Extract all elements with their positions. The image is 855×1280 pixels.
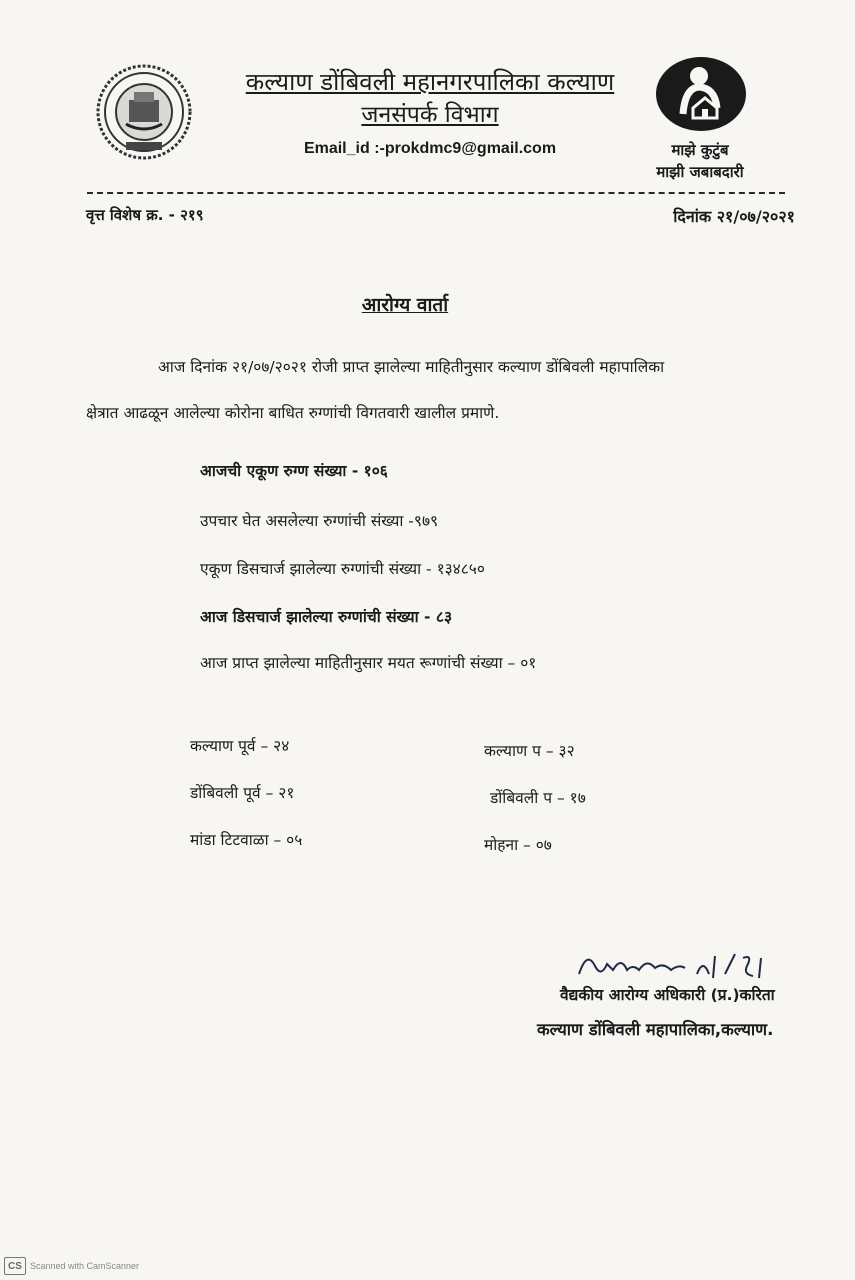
department-name: जनसंपर्क विभाग [361,102,499,128]
area-mohana: मोहना – ०७ [484,836,552,854]
signatory-office: कल्याण डोंबिवली महापालिका,कल्याण. [537,1020,774,1039]
org-title: कल्याण डोंबिवली महानगरपालिका कल्याण [245,68,615,96]
header-divider [87,192,785,194]
family-responsibility-logo-icon [655,56,747,134]
slogan [620,139,780,183]
document-heading: आरोग्य वार्ता [361,294,449,316]
area-manda-titwala: मांडा टिटवाळा – ०५ [190,831,303,849]
signatory-designation: वैद्यकीय आरोग्य अधिकारी (प्र.)करिता [560,986,775,1004]
camscanner-logo-icon: CS [4,1257,26,1275]
slogan-line-2: माझी जबाबदारी [656,163,744,181]
reference-number: वृत्त विशेष क्र. - २१९ [86,206,204,224]
stat-total-discharged: एकूण डिसचार्ज झालेल्या रुग्णांची संख्या - १३४८५० [200,560,485,578]
area-dombivli-east: डोंबिवली पूर्व – २१ [190,784,295,802]
slogan-line-1: माझे कुटुंब [671,141,729,159]
stat-under-treatment: उपचार घेत असलेल्या रुग्णांची संख्या -९७९ [200,512,439,530]
document-date: दिनांक २१/०७/२०२१ [673,207,795,226]
stat-today-discharged: आज डिसचार्ज झालेल्या रुग्णांची संख्या - ८३ [200,608,452,626]
area-dombivli-west: डोंबिवली प – १७ [490,789,586,807]
handwritten-signature [575,944,775,984]
stat-deaths: आज प्राप्त झालेल्या माहितीनुसार मयत रूग्णांची संख्या – ०१ [200,654,537,672]
municipal-seal-icon [96,62,192,162]
area-kalyan-west: कल्याण प – ३२ [484,742,575,760]
intro-paragraph-line-2: क्षेत्रात आढळून आलेल्या कोरोना बाधित रुग्णांची विगतवारी खालील प्रमाणे. [86,404,500,422]
intro-paragraph-line-1: आज दिनांक २१/०७/२०२१ रोजी प्राप्त झालेल्या माहितीनुसार कल्याण डोंबिवली महापालिका [158,358,665,376]
scanner-text: Scanned with CamScanner [30,1261,140,1271]
area-kalyan-east: कल्याण पूर्व – २४ [190,737,290,755]
stat-today-total: आजची एकूण रुग्ण संख्या - १०६ [200,462,388,480]
contact-email: Email_id :-prokdmc9@gmail.com [303,140,557,157]
scanner-watermark [4,1256,139,1276]
